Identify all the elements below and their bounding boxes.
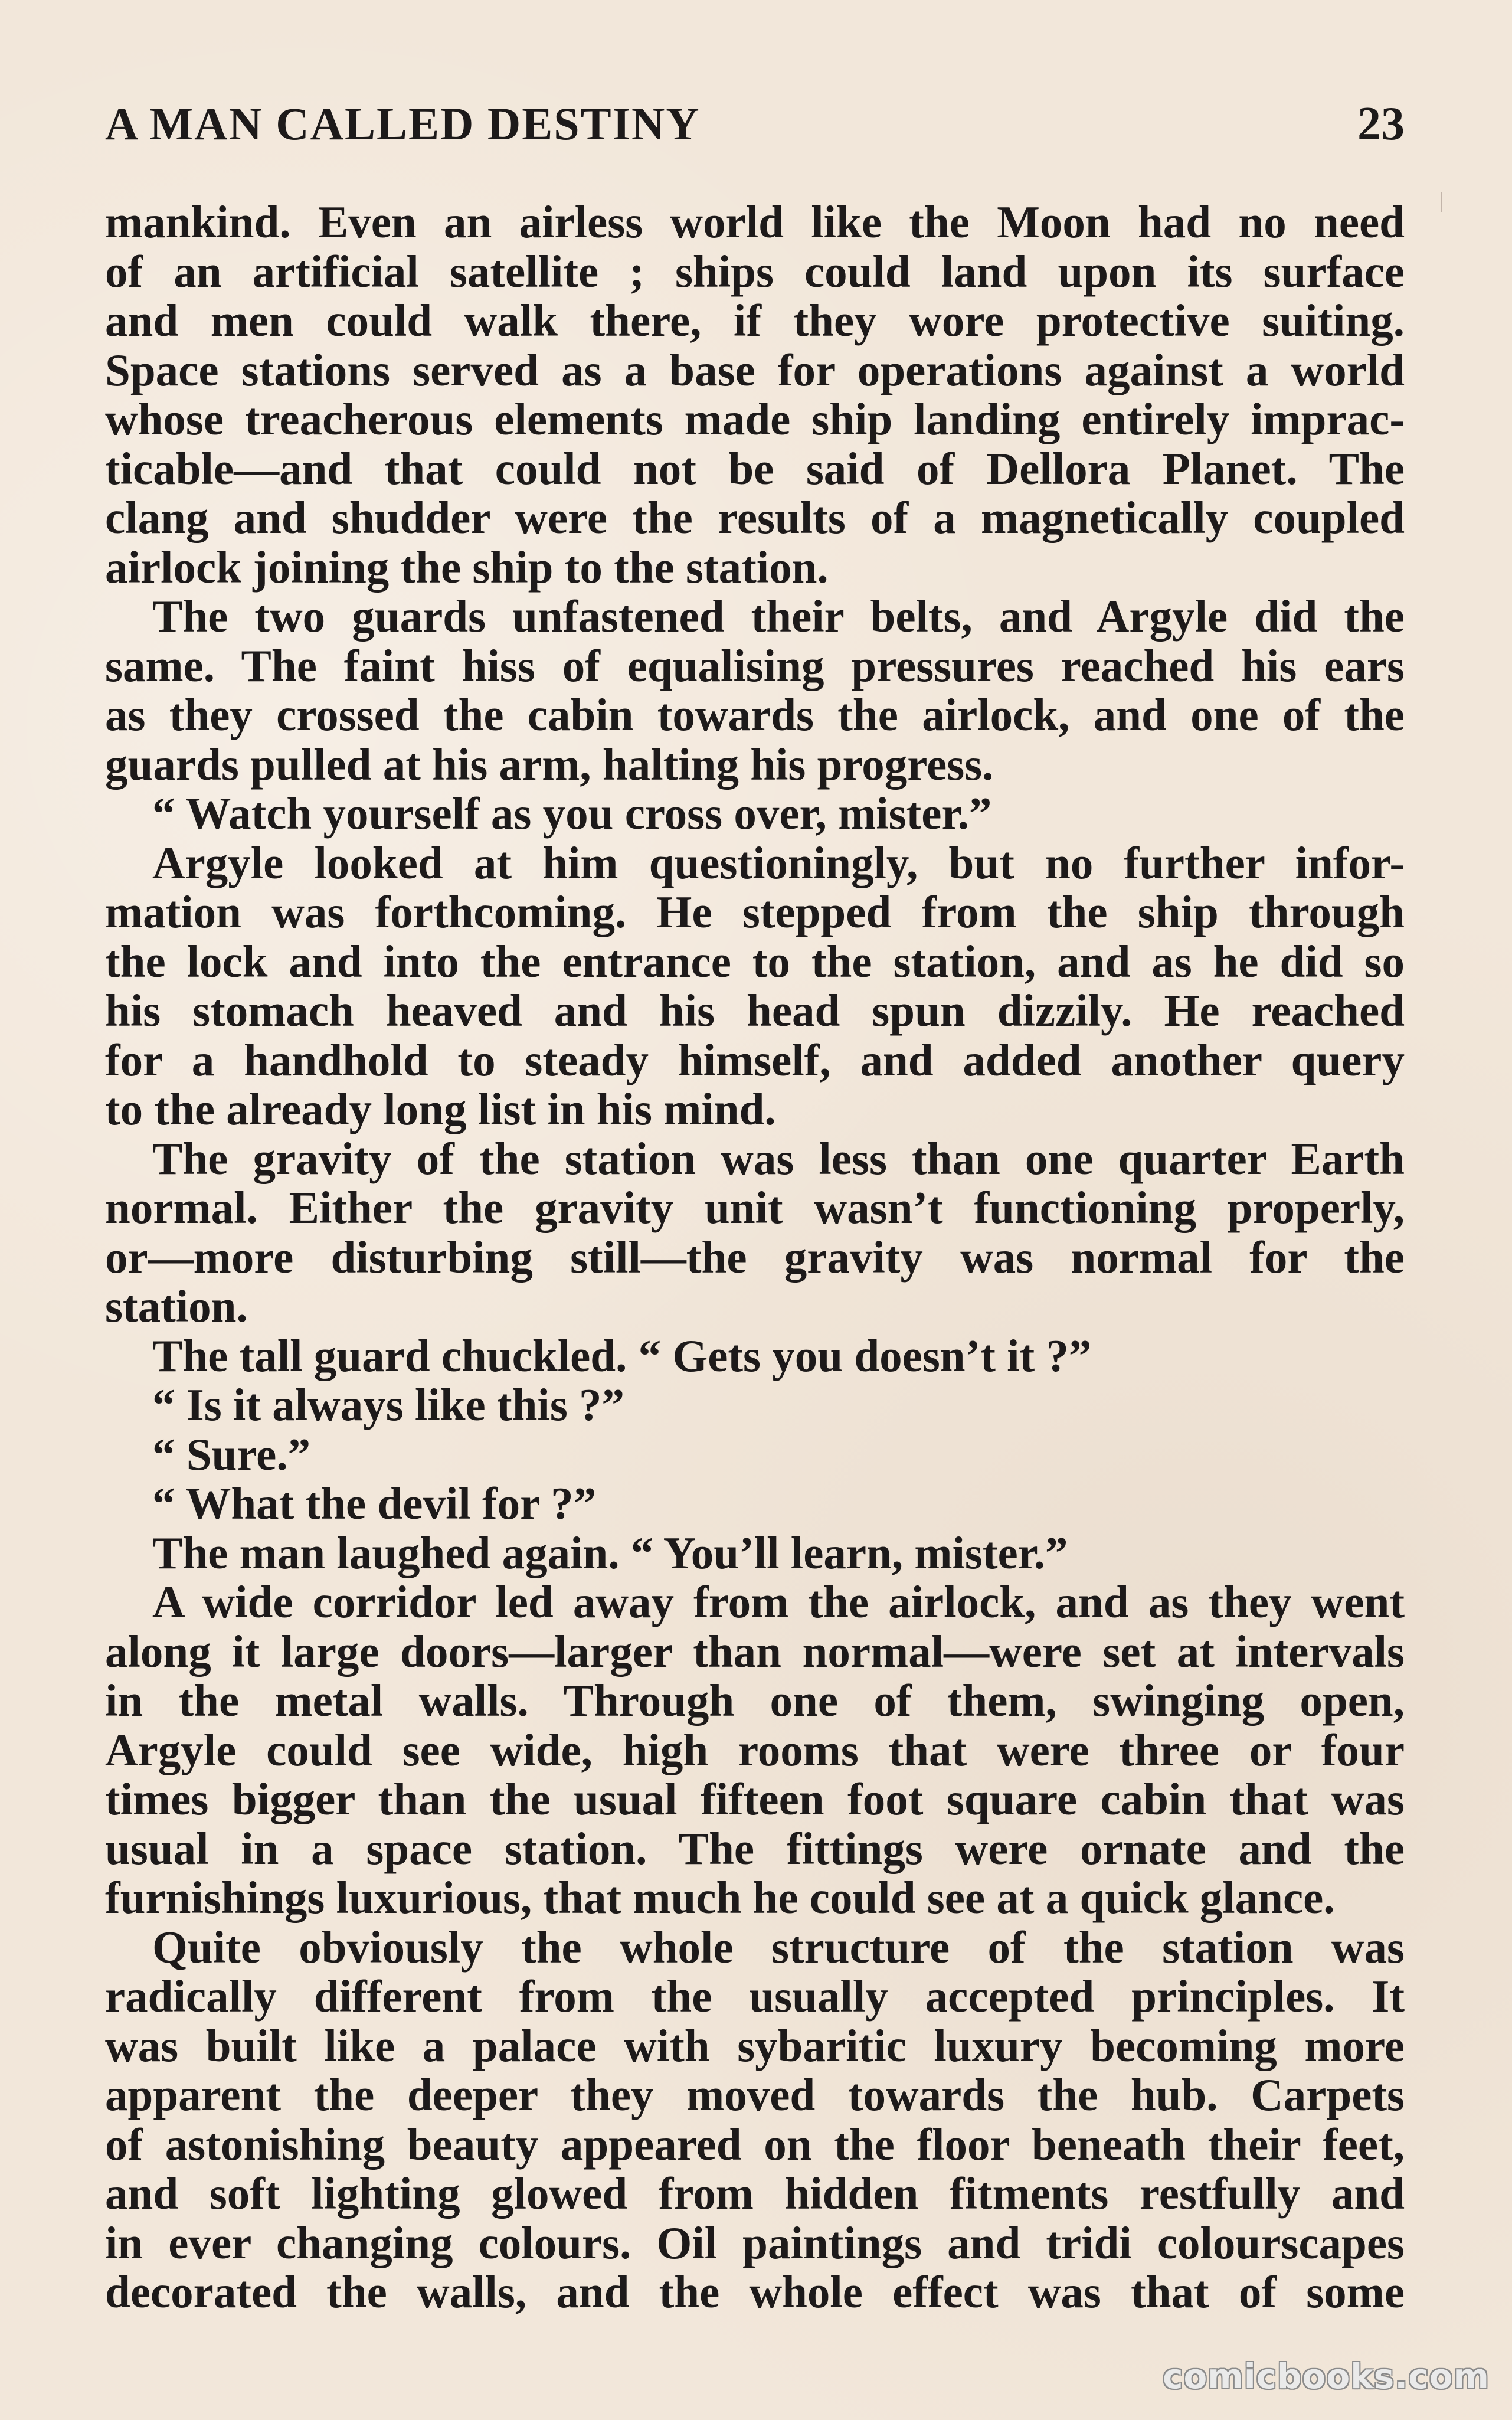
text-line: mation was forthcoming. He stepped from the ship through	[105, 887, 1405, 937]
text-line: The gravity of the station was less than one quarter Earth	[152, 1133, 1405, 1184]
text-line: along it large doors—larger than normal—were set at intervals	[105, 1626, 1405, 1677]
text-line: and soft lighting glowed from hidden fitments restfully and	[105, 2168, 1405, 2219]
text-line: Quite obviously the whole structure of the station was	[152, 1921, 1405, 1973]
text-line: same. The faint hiss of equalising pressures reached his ears	[105, 640, 1405, 691]
text-line: in the metal walls. Through one of them, swinging open,	[105, 1675, 1405, 1726]
dialogue-line: The tall guard chuckled. “ Gets you doesn’t it ?”	[152, 1330, 1092, 1381]
text-line: and men could walk there, if they wore protective suiting.	[105, 295, 1405, 346]
text-line: mankind. Even an airless world like the Moon had no need	[105, 197, 1405, 247]
dialogue-line: “ Is it always like this ?”	[152, 1379, 625, 1430]
dialogue-line: “ What the devil for ?”	[152, 1478, 597, 1529]
running-title: A MAN CALLED DESTINY	[105, 98, 701, 149]
text-line: furnishings luxurious, that much he could see at a quick glance.	[105, 1872, 1335, 1923]
body-text	[105, 198, 1405, 2317]
watermark: comicbooks.com	[1163, 2356, 1490, 2396]
dialogue-line: The man laughed again. “ You’ll learn, mister.”	[152, 1527, 1068, 1578]
text-line: of astonishing beauty appeared on the floor beneath their feet,	[105, 2118, 1405, 2170]
text-line: clang and shudder were the results of a magnetically coupled	[105, 492, 1405, 543]
text-line: Argyle could see wide, high rooms that were three or four	[105, 1724, 1405, 1775]
text-line: guards pulled at his arm, halting his progress.	[105, 738, 994, 790]
page-number: 23	[1357, 98, 1405, 150]
text-line: whose treacherous elements made ship landing entirely imprac-	[105, 394, 1405, 444]
text-line: ticable—and that could not be said of Dellora Planet. The	[105, 443, 1405, 494]
text-line: normal. Either the gravity unit wasn’t functioning properly,	[105, 1182, 1405, 1233]
text-line: or—more disturbing still—the gravity was normal for the	[105, 1231, 1405, 1283]
text-line: airlock joining the ship to the station.	[105, 541, 829, 593]
text-line: Space stations served as a base for operations against a world	[105, 344, 1405, 395]
text-line: A wide corridor led away from the airlock, and as they went	[152, 1577, 1405, 1627]
text-line: usual in a space station. The fittings were ornate and the	[105, 1823, 1405, 1874]
text-line: for a handhold to steady himself, and added another query	[105, 1034, 1405, 1085]
text-line: to the already long list in his mind.	[105, 1084, 776, 1134]
text-line: his stomach heaved and his head spun dizzily. He reached	[105, 985, 1405, 1036]
text-line: The two guards unfastened their belts, and Argyle did the	[152, 591, 1405, 642]
text-line: of an artificial satellite ; ships could land upon its surface	[105, 246, 1405, 297]
text-line: times bigger than the usual fifteen foot square cabin that was	[105, 1774, 1405, 1824]
text-line: apparent the deeper they moved towards the hub. Carpets	[105, 2069, 1405, 2120]
page-header	[105, 91, 1405, 156]
text-line: in ever changing colours. Oil paintings and tridi colourscapes	[105, 2217, 1405, 2268]
paper-mark	[1441, 192, 1442, 212]
text-line: Argyle looked at him questioningly, but no further infor-	[152, 837, 1405, 888]
text-line: was built like a palace with sybaritic luxury becoming more	[105, 2020, 1405, 2071]
text-line: radically different from the usually accepted principles. It	[105, 1971, 1405, 2022]
dialogue-line: “ Sure.”	[152, 1428, 311, 1480]
text-line: station.	[105, 1281, 248, 1332]
dialogue-line: “ Watch yourself as you cross over, mister.”	[152, 788, 992, 839]
text-line: decorated the walls, and the whole effect was that of some	[105, 2267, 1405, 2317]
text-line: the lock and into the entrance to the station, and as he did so	[105, 936, 1405, 987]
text-line: as they crossed the cabin towards the airlock, and one of the	[105, 689, 1405, 740]
